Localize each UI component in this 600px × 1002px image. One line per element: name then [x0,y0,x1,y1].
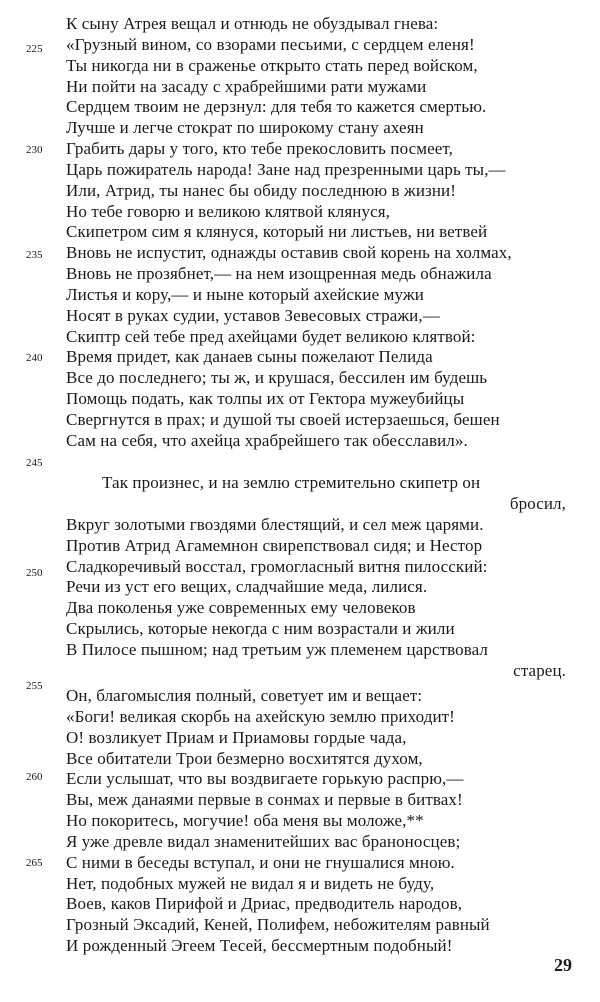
verse-line: Вновь не прозябнет,— на нем изощренная медь обнажила [66,264,492,283]
verse-line-continuation: бросил, [509,494,566,513]
line-number: 250 [26,567,43,580]
verse-line: Но тебе говорю и великою клятвой клянуся, [66,201,391,221]
verse-line: Время придет, как данаев сыны пожелают Пелида [66,347,433,367]
verse-line: Речи из уст его вещих, сладчайшие меда, лилися. [66,577,428,597]
verse-line: Два поколенья уже современных ему человеков [66,598,416,618]
verse-line: Я уже древле видал знаменитейших вас браноносцев; [66,831,461,851]
page-number: 29 [554,955,572,975]
line-number: 235 [26,248,43,261]
verse-line: Помощь подать, как толпы их от Гектора мужеубийцы [66,389,465,408]
verse-line-continuation: старец. [513,660,566,680]
verse-line: Если услышат, что вы воздвигаете горькую распрю,— [66,769,464,789]
verse-line: Сам на себя, что ахейца храбрейшего так обесславил». [66,430,468,450]
verse-line: В Пилосе пышном; над третьим уж племенем царствовал [66,639,489,659]
line-number: 230 [26,143,43,156]
line-number: 245 [26,456,43,469]
verse-line: С ними в беседы вступал, и они не гнушалися мною. [66,852,455,872]
verse-line: Все до последнего; ты ж, и крушася, бессилен им будешь [66,368,488,388]
verse-line: Листья и кору,— и ныне который ахейские мужи [66,284,424,304]
verse-line: Свергнутся в прах; и душой ты своей истерзаешься, бешен [66,409,500,429]
verse-line: «Боги! великая скорбь на ахейскую землю приходит! [66,706,455,726]
verse-line: Так произнес, и на землю стремительно скипетр он [102,473,481,493]
verse-line: Вкруг золотыми гвоздями блестящий, и сел меж царями. [66,514,484,534]
verse-line: Все обитатели Трои безмерно восхитятся духом, [66,748,423,768]
verse-line: К сыну Атрея вещал и отнюдь не обуздывал гнева: [66,14,439,33]
line-number: 260 [26,771,43,784]
line-number: 225 [26,43,43,55]
verse-line: «Грузный вином, со взорами песьими, с сердцем еленя! [66,34,475,54]
verse-line: Скипетром сим я клянуся, который ни листьев, ни ветвей [66,222,488,242]
verse-line: Скрылись, которые некогда с ним возрастали и жили [66,619,455,638]
verse-line: Вновь не испустит, однажды оставив свой корень на холмах, [66,243,512,263]
verse-line: Ни пойти на засаду с храбрейшими рати мужами [66,76,427,96]
verse-line: Или, Атрид, ты нанес бы обиду последнюю в жизни! [66,180,457,200]
verse-line: Сердцем твоим не дерзнул: для тебя то кажется смертью. [66,97,487,117]
verse-line: О! возликует Приам и Приамовы гордые чада, [66,727,407,747]
verse-line: Грозный Эксадий, Кеней, Полифем, небожителям равный [66,915,490,935]
verse-line: Нет, подобных мужей не видал я и видеть не буду, [66,873,435,893]
verse-line: Вы, меж данаями первые в сонмах и первые в битвах! [66,790,463,810]
verse-line: Воев, каков Пирифой и Дриас, предводитель народов, [66,894,463,914]
line-number: 255 [26,679,43,692]
line-number: 240 [26,351,43,364]
verse-line: Сладкоречивый восстал, громогласный витня пилосский: [66,556,488,576]
verse-line: Но покоритесь, могучие! оба меня вы моложе,** [66,811,424,830]
verse-line: Лучше и легче стократ по широкому стану ахеян [66,118,424,138]
verse-line: Царь пожиратель народа! Зане над презренными царь ты,— [66,159,506,179]
verse-line: Ты никогда ни в сраженье открыто стать перед войском, [66,55,478,75]
line-number: 265 [26,857,43,870]
verse-line: Грабить дары у того, кто тебе прекословить посмеет, [66,139,454,158]
verse-line: Он, благомыслия полный, советует им и вещает: [66,686,423,705]
verse-line: Носят в руках судии, уставов Зевесовых стражи,— [66,305,440,325]
verse-line: И рожденный Эгеем Тесей, бессмертным подобный! [66,936,453,955]
verse-line: Против Атрид Агамемнон свирепствовал сидя; и Нестор [66,535,483,555]
verse-line: Скиптр сей тебе пред ахейцами будет великою клятвой: [66,326,476,346]
